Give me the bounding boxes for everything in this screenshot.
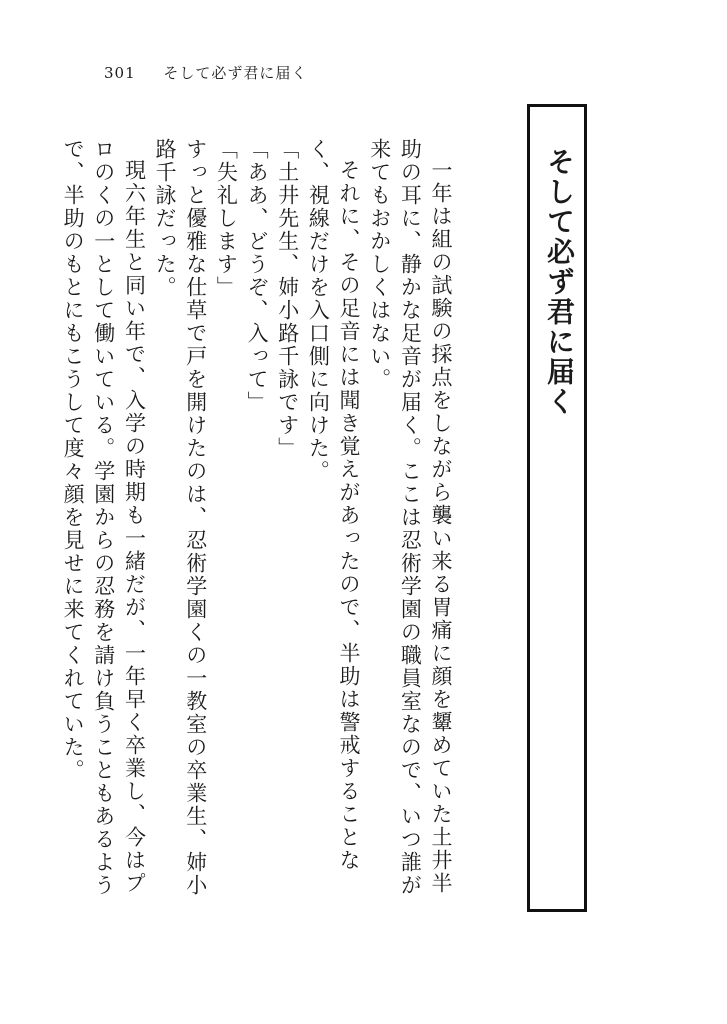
paragraph: 現六年生と同い年で、入学の時期も一緒だが、一年早く卒業し、今はプロのくの一として働いている。学園からの忍務を請け負うこともあるようで、半助のもとにもこうして度々顔を見せに来てくれていた。: [61, 138, 147, 897]
dialogue-line: 「失礼します」: [214, 138, 239, 299]
dialogue-line: 「土井先生、姉小路千詠です」: [275, 138, 300, 460]
chapter-title-box: [527, 104, 587, 912]
dialogue-line: 「ああ、どうぞ、入って」: [245, 138, 270, 414]
chapter-title: そして必ず君に届く: [543, 147, 576, 417]
running-head-title: そして必ず君に届く: [163, 64, 308, 82]
page-number: 301: [104, 64, 136, 82]
running-head: [104, 62, 307, 83]
paragraph: すっと優雅な仕草で戸を開けたのは、忍術学園くの一教室の卒業生、姉小路千詠だった。: [153, 138, 208, 897]
body-text: [57, 138, 456, 898]
paragraph: 一年は組の試験の採点をしながら襲い来る胃痛に顔を顰めていた土井半助の耳に、静かな足音が届く。ここは忍術学園の職員室なので、いつ誰が来てもおかしくはない。: [367, 138, 453, 897]
paragraph: それに、その足音には聞き覚えがあったので、半助は警戒することなく、視線だけを入口側に向けた。: [306, 138, 362, 872]
